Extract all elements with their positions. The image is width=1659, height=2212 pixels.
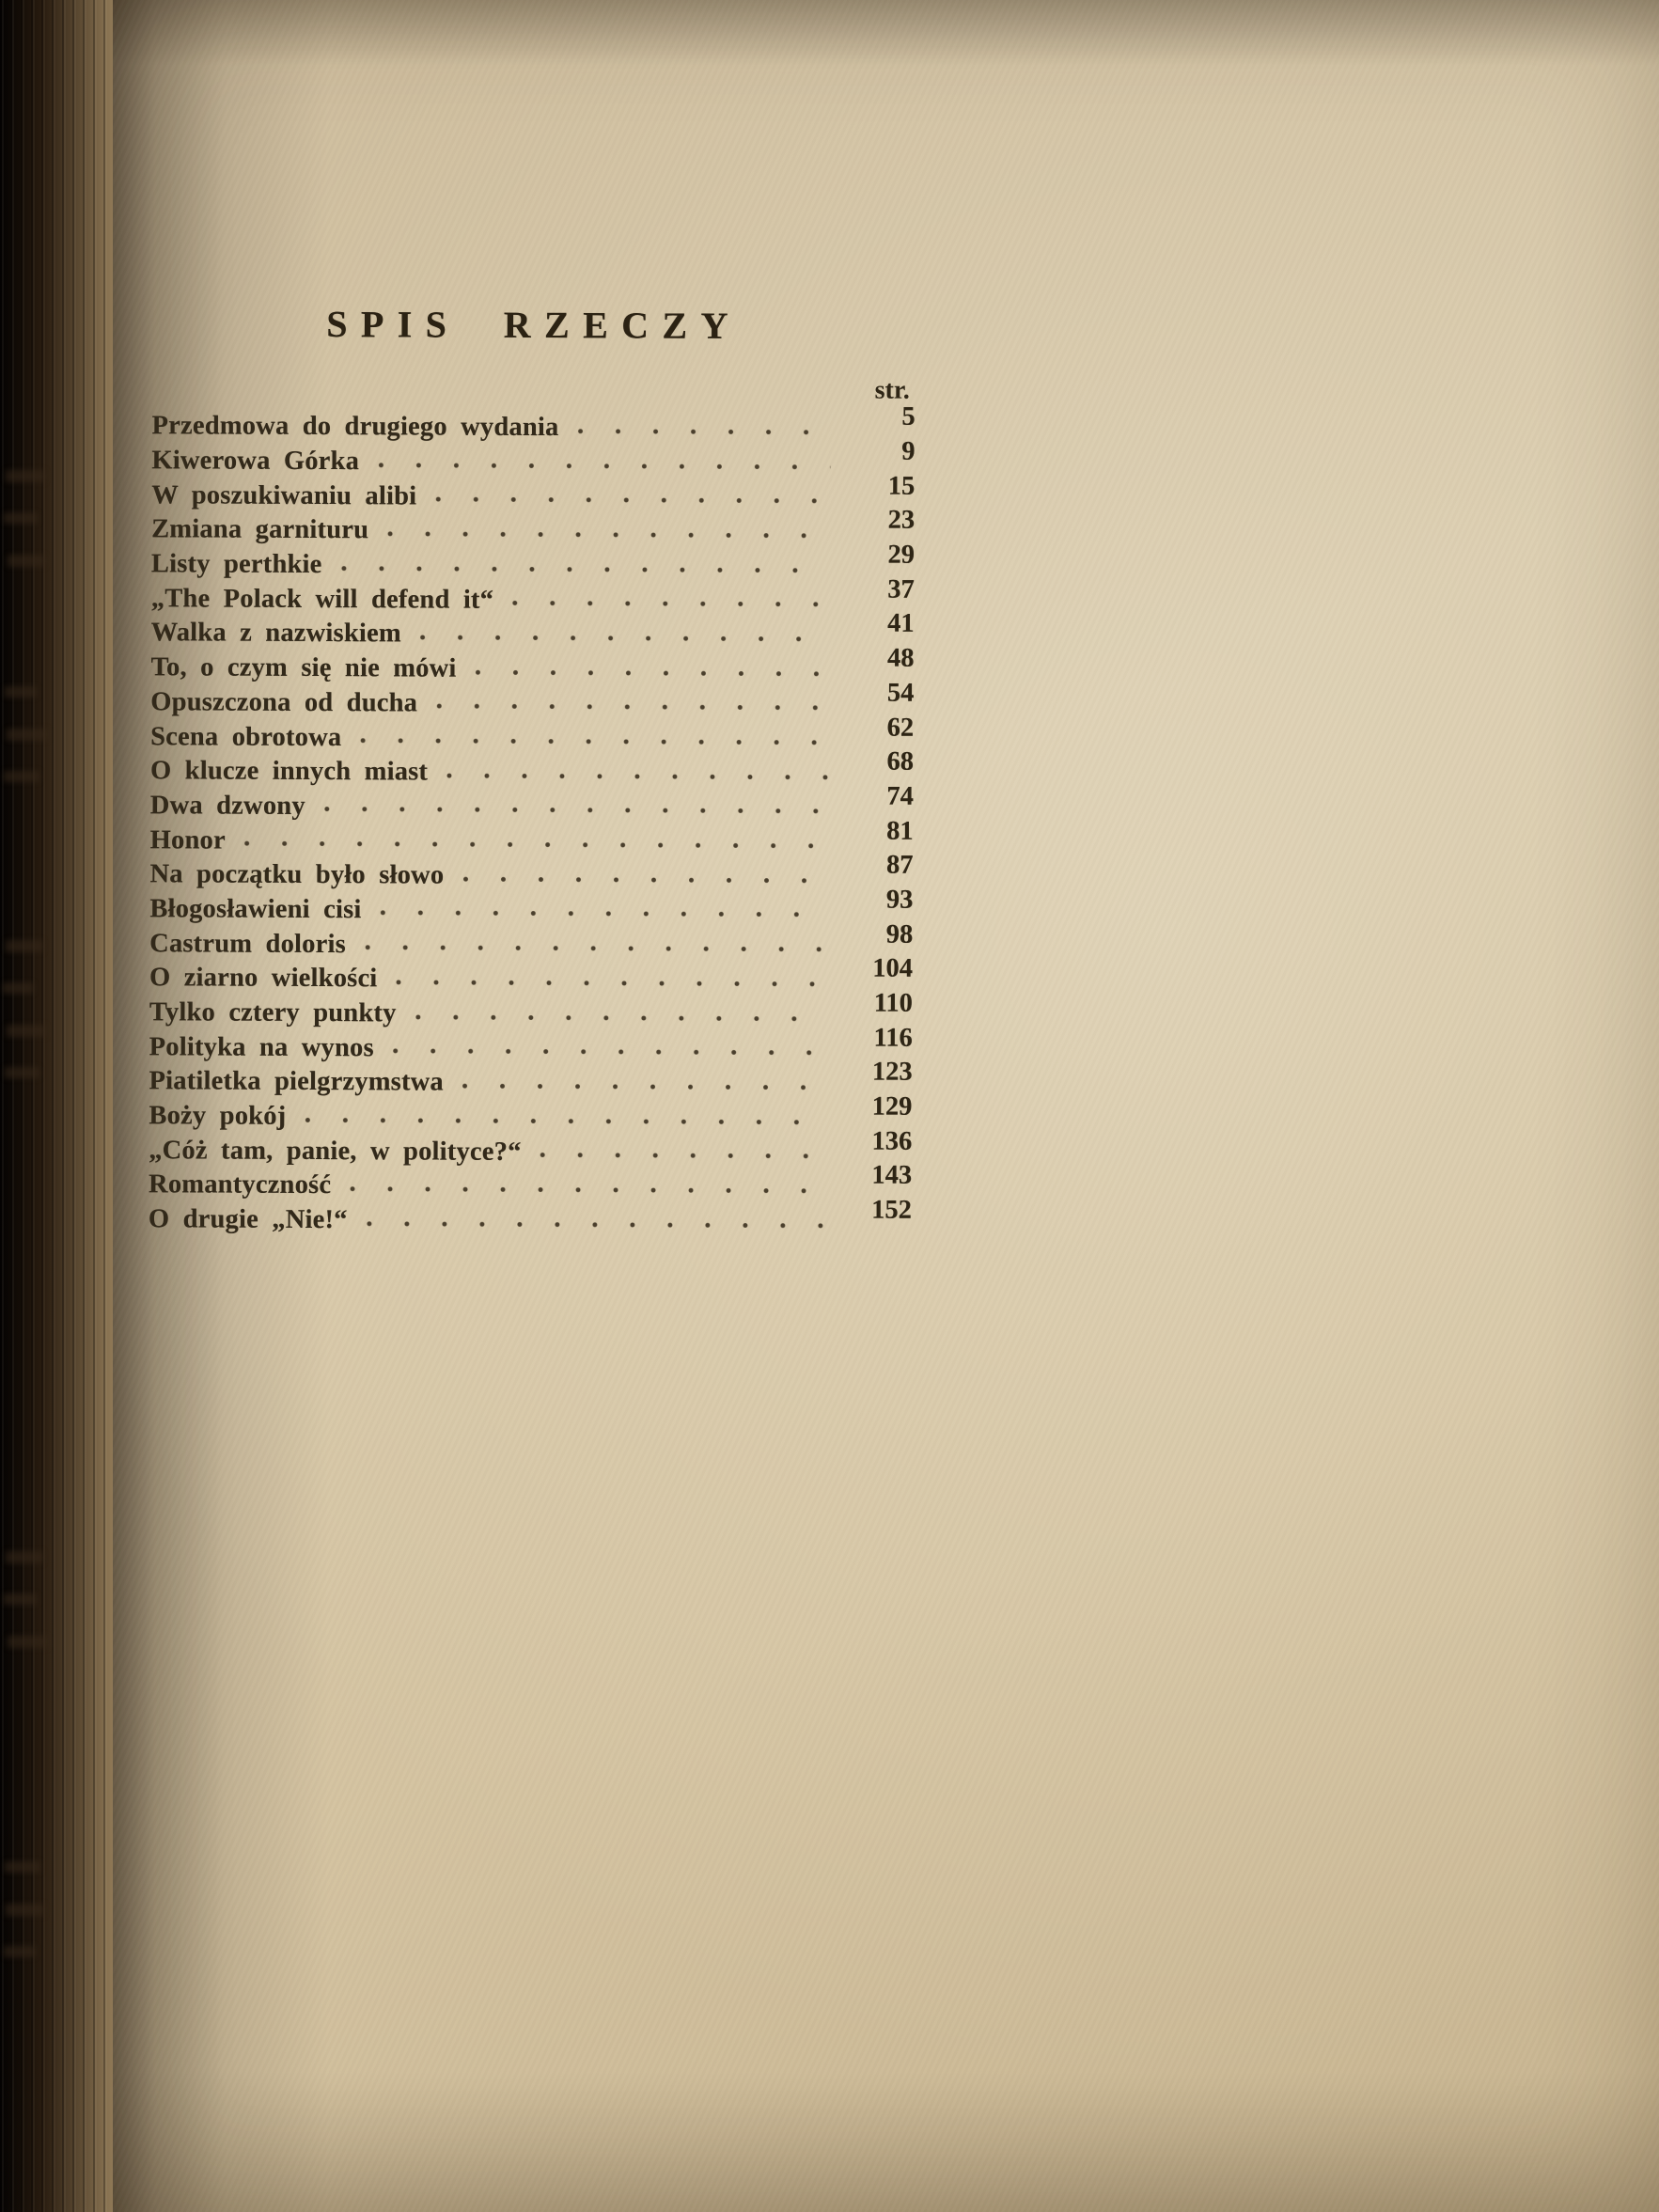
dot-leader <box>436 703 829 712</box>
toc-entry-title: Zmiana garnituru <box>151 514 369 545</box>
toc-row <box>149 816 914 860</box>
toc-entry-title: Błogosławieni cisi <box>149 894 362 925</box>
ghost-text-streak <box>7 1025 46 1037</box>
dot-leader <box>420 634 830 642</box>
dot-leader <box>476 668 830 677</box>
toc-entry-title: Piatiletka pielgrzymstwa <box>149 1066 444 1097</box>
dot-leader <box>435 496 830 505</box>
ghost-text-streak <box>6 940 43 952</box>
ghost-text-streak <box>3 982 34 994</box>
toc-entry-title: O drugie „Nie!“ <box>148 1204 348 1235</box>
toc-page-number: 116 <box>873 1023 913 1053</box>
toc-entry-title: Kiwerowa Górka <box>151 446 360 477</box>
toc-row <box>151 471 916 516</box>
dot-leader <box>577 428 830 435</box>
ghost-text-streak <box>8 1636 48 1648</box>
dot-leader <box>244 840 829 850</box>
toc-row <box>149 885 914 930</box>
ghost-text-streak <box>4 1593 37 1605</box>
toc-page-number: 37 <box>887 574 915 604</box>
ghost-text-streak <box>6 470 45 482</box>
dot-leader <box>393 1048 828 1057</box>
dot-leader <box>396 979 828 987</box>
toc-page-number: 62 <box>886 713 915 743</box>
toc-entry-title: To, o czym się nie mówi <box>150 652 457 683</box>
toc-entry-title: Dwa dzwony <box>149 791 305 821</box>
ghost-text-streak <box>4 1946 36 1957</box>
toc-entry-title: Listy perthkie <box>150 549 322 580</box>
ghost-text-streak <box>4 771 39 782</box>
toc-entry-title: Tylko cztery punkty <box>149 997 397 1028</box>
toc-entry-title: Honor <box>149 824 226 855</box>
toc-row <box>150 678 915 723</box>
toc-page-number: 5 <box>901 402 916 432</box>
toc-row <box>149 919 914 965</box>
book-page <box>113 0 1659 2212</box>
toc-row <box>149 988 913 1033</box>
toc-entry-title: Walka z nazwiskiem <box>150 618 401 649</box>
toc-row <box>150 609 915 653</box>
toc-entry-title: Scena obrotowa <box>150 721 342 752</box>
ghost-text-streak <box>5 686 37 698</box>
toc-page-number: 143 <box>871 1161 913 1191</box>
table-of-contents <box>149 301 916 1240</box>
dot-leader <box>380 910 828 918</box>
toc-entry-title: Boży pokój <box>149 1101 287 1131</box>
ghost-text-streak <box>6 1551 43 1563</box>
dot-leader <box>387 530 830 539</box>
toc-page-number: 87 <box>885 850 914 881</box>
toc-entry-title: O ziarno wielkości <box>149 963 378 994</box>
dot-leader <box>540 1152 828 1159</box>
dot-leader <box>365 944 828 952</box>
toc-page-number: 15 <box>887 471 916 501</box>
toc-page-number: 93 <box>885 885 914 915</box>
toc-row <box>149 850 914 895</box>
toc-page-number: 104 <box>872 953 914 984</box>
toc-entry-title: Na początku było słowo <box>149 859 445 890</box>
dot-leader <box>462 875 828 884</box>
toc-row <box>150 643 915 688</box>
ghost-text-streak <box>8 555 45 567</box>
toc-row <box>149 1023 913 1068</box>
toc-page-number: 81 <box>886 816 914 846</box>
dot-leader <box>305 1117 827 1125</box>
toc-page-number: 29 <box>887 540 916 570</box>
toc-entry-title: Castrum doloris <box>149 928 346 959</box>
dot-leader <box>324 806 829 814</box>
ghost-text-streak <box>5 1861 40 1873</box>
toc-row <box>149 781 914 826</box>
toc-page-number: 123 <box>871 1057 913 1088</box>
toc-row <box>149 1161 913 1205</box>
toc-page-number: 68 <box>886 746 915 777</box>
toc-row <box>149 746 915 792</box>
toc-page-number: 23 <box>887 506 916 536</box>
toc-page-number: 152 <box>871 1195 913 1225</box>
ghost-text-streak <box>7 729 48 741</box>
toc-row <box>150 540 916 585</box>
toc-row <box>149 1126 913 1171</box>
toc-entry-title: O klucze innych miast <box>149 756 429 787</box>
dot-leader <box>446 772 829 780</box>
toc-row <box>148 1195 913 1240</box>
dot-leader <box>341 565 830 573</box>
toc-page-number: 98 <box>885 919 914 949</box>
toc-row <box>151 506 916 550</box>
toc-entry-title: „Cóż tam, panie, w polityce?“ <box>149 1136 522 1167</box>
toc-page-number: 54 <box>886 678 915 708</box>
dot-leader <box>378 462 830 470</box>
dot-leader <box>350 1185 827 1194</box>
dot-leader <box>462 1083 828 1091</box>
toc-page-number: 110 <box>873 988 913 1018</box>
page-number-column-header: str. <box>874 375 910 405</box>
toc-page-number: 48 <box>886 643 915 673</box>
toc-page-number: 136 <box>871 1126 913 1156</box>
ghost-text-streak <box>5 1067 39 1078</box>
toc-page-number: 9 <box>901 436 916 466</box>
toc-entry-title: „The Polack will defend it“ <box>150 584 494 615</box>
toc-entry-title: Romantyczność <box>149 1169 332 1200</box>
toc-entry-title: Przedmowa do drugiego wydania <box>151 411 559 443</box>
toc-row <box>151 436 916 481</box>
toc-entry-title: W poszukiwaniu alibi <box>151 479 417 511</box>
dot-leader <box>512 600 830 607</box>
toc-list <box>148 402 916 1240</box>
toc-row <box>149 1057 913 1102</box>
toc-row <box>150 574 915 620</box>
toc-entry-title: Polityka na wynos <box>149 1031 374 1062</box>
toc-row <box>149 953 914 998</box>
dot-leader <box>360 737 829 745</box>
ghost-text-streak <box>6 1904 44 1916</box>
toc-page-number: 74 <box>886 781 914 811</box>
toc-page-number: 41 <box>887 609 915 639</box>
dot-leader <box>367 1220 827 1229</box>
ghost-text-streak <box>4 512 38 524</box>
toc-row <box>151 402 916 447</box>
toc-row <box>149 1091 913 1137</box>
toc-entry-title: Opuszczona od ducha <box>150 687 418 718</box>
page-title: SPIS RZECZY <box>326 303 742 347</box>
toc-page-number: 129 <box>871 1091 913 1122</box>
toc-row <box>150 713 915 757</box>
dot-leader <box>415 1013 828 1022</box>
